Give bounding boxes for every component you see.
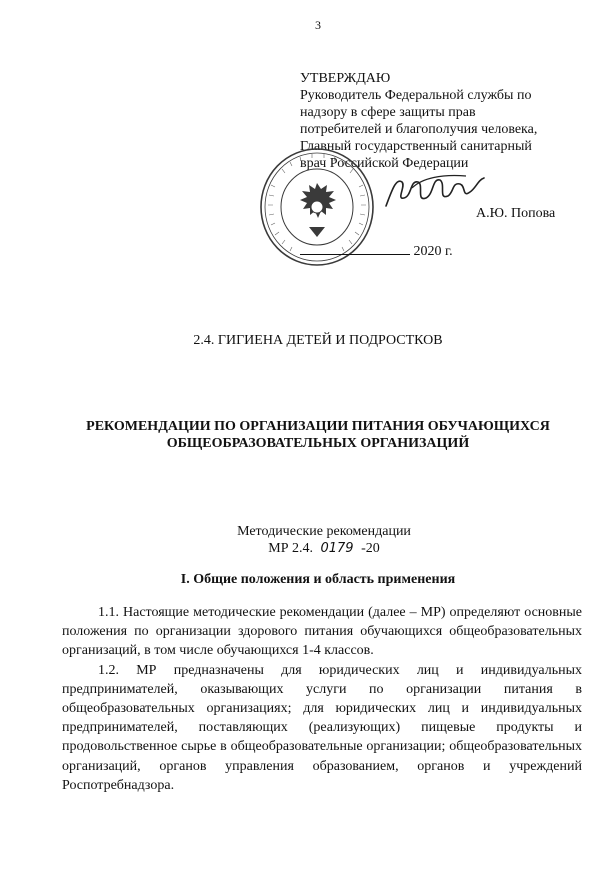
mr-number-handwritten: 0179	[320, 541, 354, 556]
signer-name: А.Ю. Попова	[476, 206, 556, 221]
section-heading: I. Общие положения и область применения	[180, 572, 456, 587]
approval-line: потребителей и благополучия человека,	[300, 122, 538, 137]
mr-number	[0, 540, 616, 557]
mr-number-prefix: МР 2.4.	[268, 541, 313, 556]
handwritten-signature	[382, 170, 490, 216]
approval-year: 2020 г.	[413, 244, 453, 259]
document-title-line: РЕКОМЕНДАЦИИ ПО ОРГАНИЗАЦИИ ПИТАНИЯ ОБУЧАЮЩИХСЯ	[86, 419, 550, 434]
document-type: Методические рекомендации	[237, 524, 411, 539]
approval-line: Главный государственный санитарный	[300, 139, 532, 154]
date-blank-line	[300, 240, 410, 255]
approval-line: надзору в сфере защиты прав	[300, 105, 476, 120]
section-code: 2.4. ГИГИЕНА ДЕТЕЙ И ПОДРОСТКОВ	[193, 333, 443, 348]
paragraph: 1.2. МР предназначены для юридических лиц и индивидуальных предпринимателей, оказывающих услуги по организации питания в общеобразовательных организациях; для юридических лиц и индивидуальных предпринимателей, поставляющих (реализующих) пищевые продукты и продовольственное сырье в общеобразовательные организации; общеобразовательных организаций, органов управления образованием, органов и учреждений Роспотребнадзора.	[62, 662, 582, 793]
document-title	[60, 418, 576, 452]
paragraph: 1.1. Настоящие методические рекомендации (далее – МР) определяют основные положения по организации здорового питания обучающихся общеобразовательных организаций, в том числе обучающихся 1-4 классов.	[62, 605, 582, 659]
document-title-line: ОБЩЕОБРАЗОВАТЕЛЬНЫХ ОРГАНИЗАЦИЙ	[166, 436, 470, 451]
approval-line: врач Российской Федерации	[300, 156, 469, 171]
approval-heading: УТВЕРЖДАЮ	[300, 71, 391, 86]
mr-number-suffix: -20	[361, 541, 380, 556]
approval-line: Руководитель Федеральной службы по	[300, 88, 532, 103]
document-type-block	[0, 523, 616, 557]
body-text	[62, 603, 582, 795]
page-number: 3	[315, 18, 321, 32]
approval-date	[300, 240, 453, 260]
